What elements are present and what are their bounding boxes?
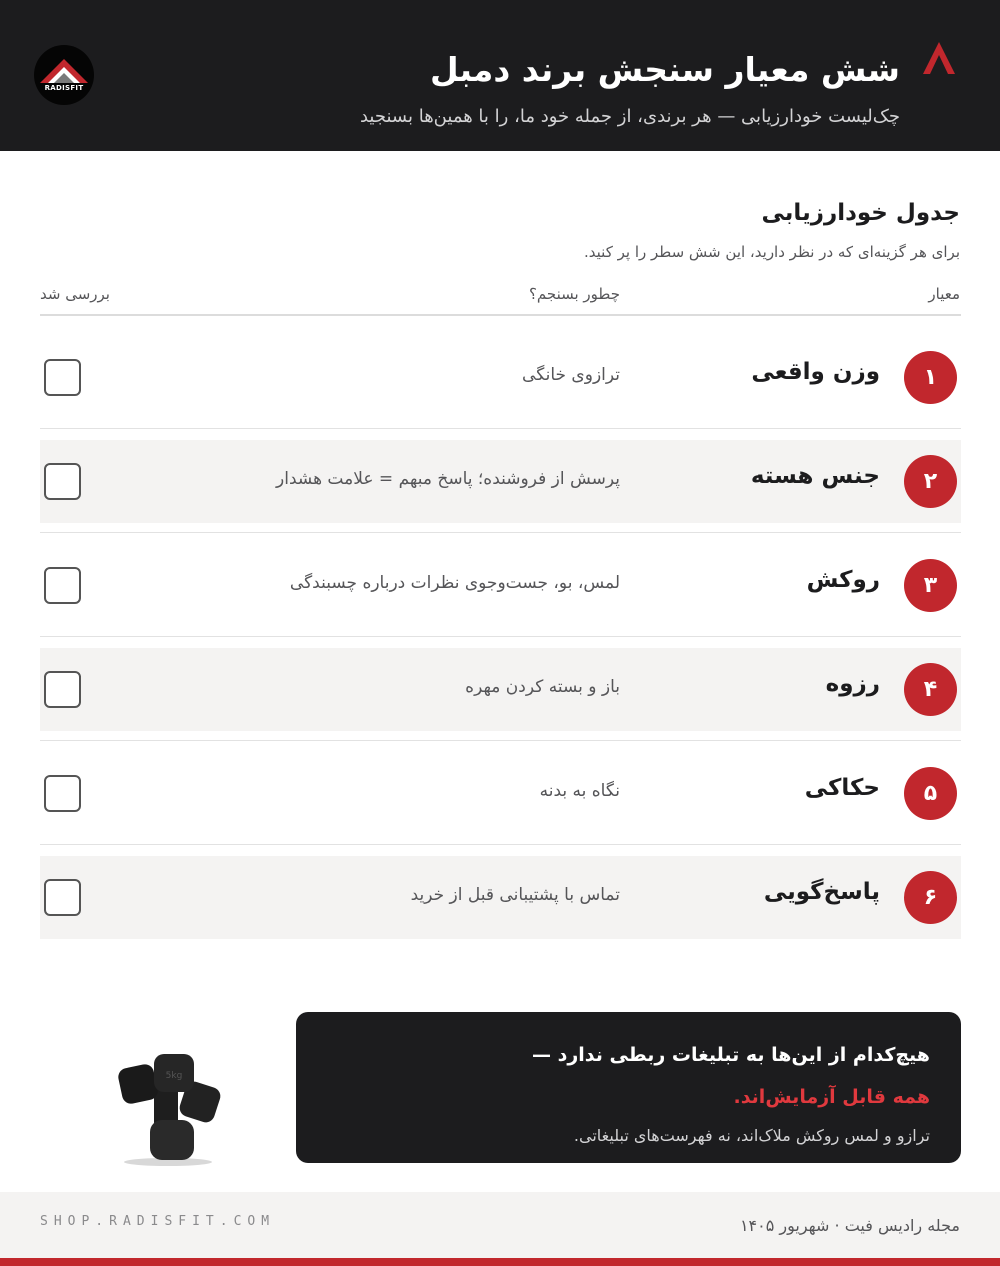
how-to-check-text: باز و بسته کردن مهره <box>465 677 620 697</box>
row-divider <box>40 740 961 741</box>
criterion-label: روکش <box>806 567 880 593</box>
footer-site-link[interactable]: SHOP.RADISFIT.COM <box>40 1214 276 1229</box>
row-number-badge: ۴ <box>904 663 957 716</box>
dumbbell-image <box>110 1040 230 1170</box>
how-to-check-text: نگاه به بدنه <box>539 781 620 801</box>
callout-line-3: ترازو و لمس روکش ملاک‌اند، نه فهرست‌های تبلیغاتی. <box>573 1126 930 1145</box>
row-number-badge: ۶ <box>904 871 957 924</box>
radisfit-logo[interactable] <box>34 45 94 105</box>
criterion-label: وزن واقعی <box>751 359 880 385</box>
checked-checkbox[interactable] <box>44 359 81 396</box>
row-number-badge: ۲ <box>904 455 957 508</box>
footer-issue-info: مجله رادیس فیت · شهریور ۱۴۰۵ <box>739 1216 960 1235</box>
criterion-label: پاسخ‌گویی <box>763 879 880 905</box>
page-footer <box>0 1192 1000 1258</box>
how-to-check-text: تماس با پشتیبانی قبل از خرید <box>410 885 620 905</box>
table-row <box>40 544 961 627</box>
table-row <box>40 440 961 523</box>
page-title: شش معیار سنجش برند دمبل <box>430 50 900 89</box>
logo-wordmark: RADISFIT <box>44 84 84 92</box>
row-divider <box>40 532 961 533</box>
table-row <box>40 648 961 731</box>
checked-checkbox[interactable] <box>44 463 81 500</box>
section-title: جدول خودارزیابی <box>761 200 960 226</box>
header-divider <box>40 314 961 316</box>
callout-highlight: همه قابل آزمایش‌اند. <box>733 1086 930 1108</box>
row-number-badge: ۵ <box>904 767 957 820</box>
page-header <box>0 0 1000 151</box>
checked-checkbox[interactable] <box>44 671 81 708</box>
criterion-label: حکاکی <box>804 775 880 801</box>
brand-triangle-icon <box>921 40 957 76</box>
page-subtitle: چک‌لیست خودارزیابی — هر برندی، از جمله خود ما، را با همین‌ها بسنجید <box>359 106 900 127</box>
dumbbell-engraving: 5kg <box>165 1071 183 1081</box>
column-header-how: چطور بسنجم؟ <box>528 285 620 303</box>
footer-accent-bar <box>0 1258 1000 1266</box>
checked-checkbox[interactable] <box>44 879 81 916</box>
table-row <box>40 856 961 939</box>
row-number-badge: ۱ <box>904 351 957 404</box>
row-divider <box>40 636 961 637</box>
column-header-criterion: معیار <box>928 285 960 303</box>
criterion-label: رزوه <box>825 671 880 697</box>
row-divider <box>40 428 961 429</box>
how-to-check-text: لمس، بو، جست‌وجوی نظرات درباره چسبندگی <box>289 573 620 593</box>
checked-checkbox[interactable] <box>44 775 81 812</box>
how-to-check-text: پرسش از فروشنده؛ پاسخ مبهم = علامت هشدار <box>276 469 620 489</box>
table-row <box>40 752 961 835</box>
how-to-check-text: ترازوی خانگی <box>522 365 620 385</box>
logo-peak-icon <box>34 45 94 105</box>
checked-checkbox[interactable] <box>44 567 81 604</box>
section-note: برای هر گزینه‌ای که در نظر دارید، این شش سطر را پر کنید. <box>584 243 960 261</box>
row-divider <box>40 844 961 845</box>
criterion-label: جنس هسته <box>750 463 880 489</box>
table-row <box>40 336 961 419</box>
row-number-badge: ۳ <box>904 559 957 612</box>
column-header-checked: بررسی شد <box>40 285 110 303</box>
callout-box <box>296 1012 961 1163</box>
callout-line-1: هیچ‌کدام از این‌ها به تبلیغات ربطی ندارد — <box>531 1044 930 1066</box>
